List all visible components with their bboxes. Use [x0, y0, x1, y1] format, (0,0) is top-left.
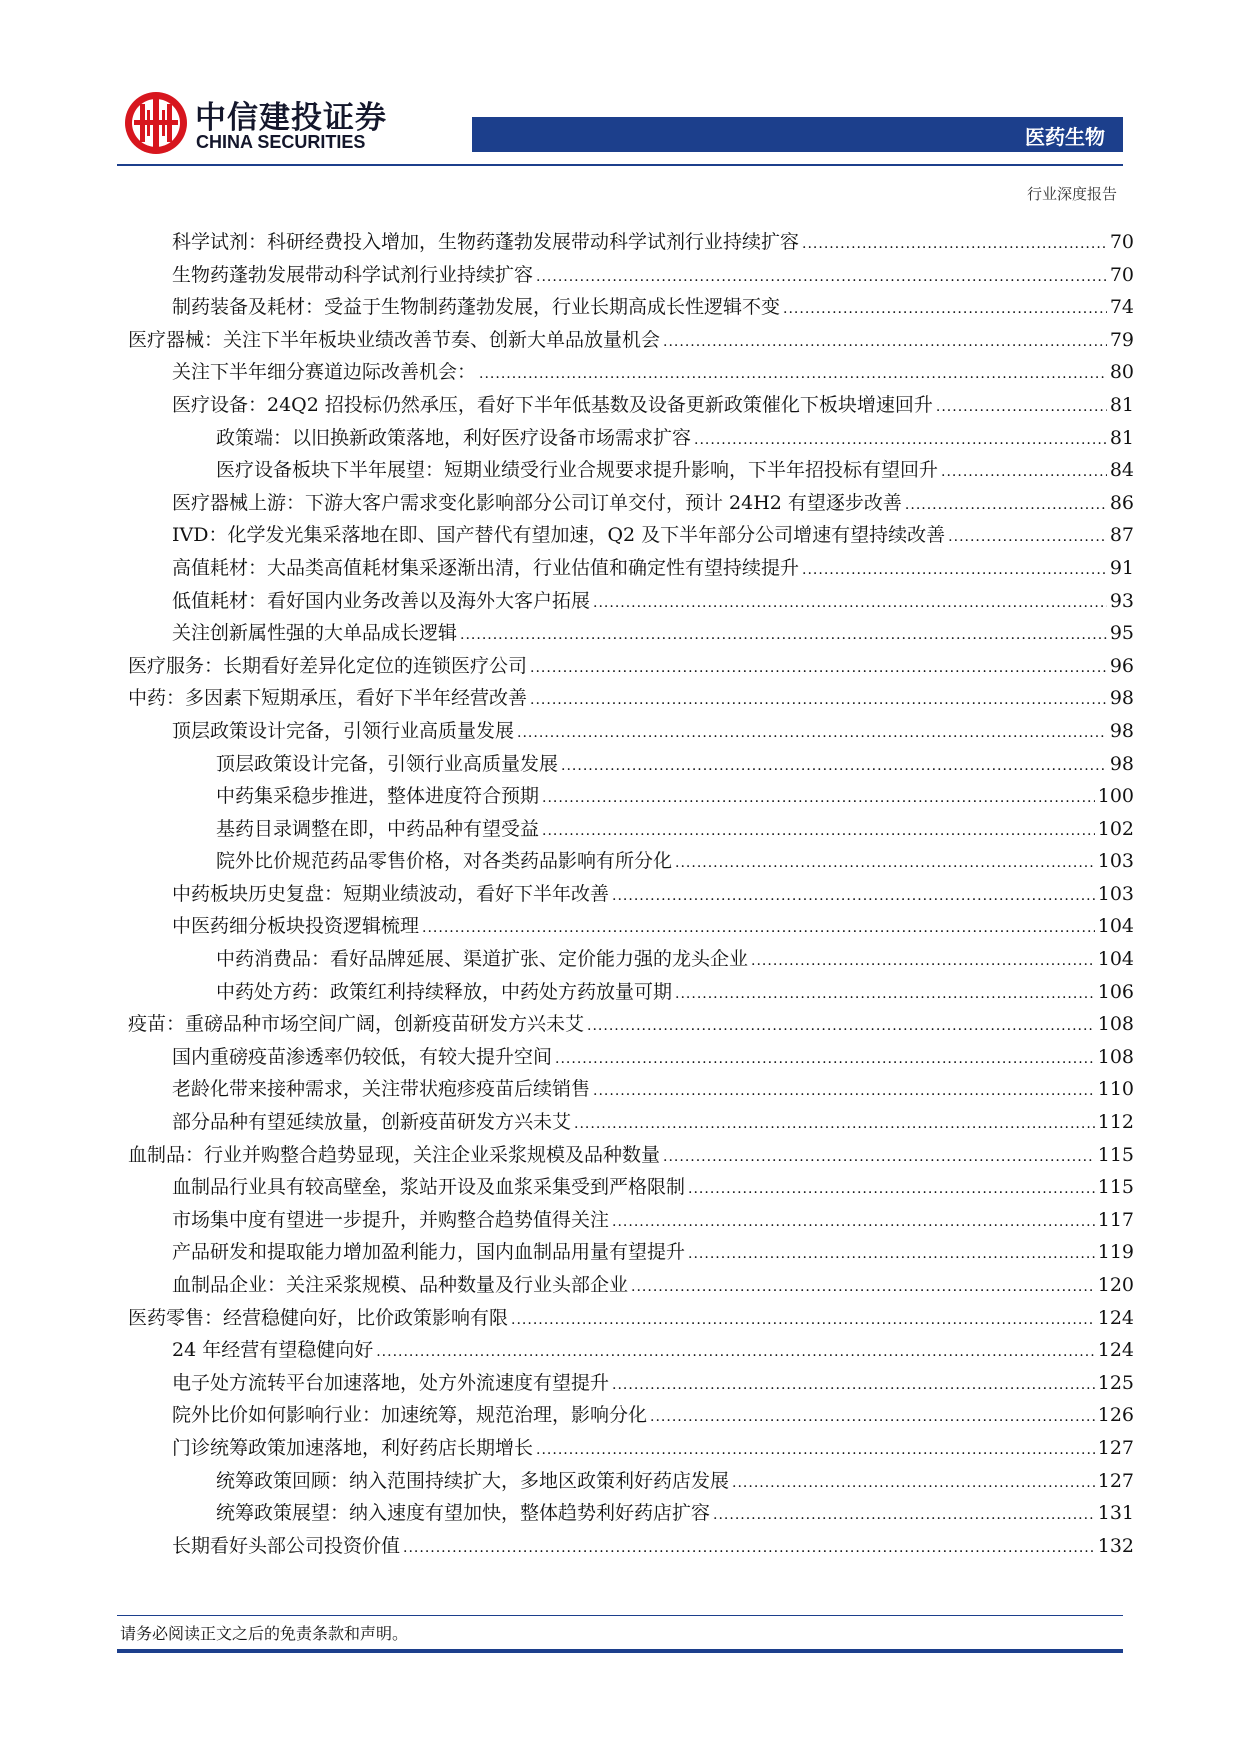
toc-entry-title: 医疗服务：长期看好差异化定位的连锁医疗公司 [128, 654, 528, 677]
toc-entry-title: 顶层政策设计完备，引领行业高质量发展 [172, 719, 515, 742]
toc-entry-page: 93 [1109, 589, 1134, 612]
toc-dot-leader [732, 1467, 1095, 1500]
logo-chinese-name: 中信建投证券 [195, 100, 387, 136]
toc-entry-page: 103 [1097, 850, 1134, 873]
toc-entry[interactable] [128, 682, 1134, 715]
toc-dot-leader [530, 684, 1107, 717]
toc-entry-page: 117 [1097, 1208, 1134, 1231]
toc-entry-page: 95 [1109, 622, 1134, 645]
toc-entry-title: 产品研发和提取能力增加盈利能力，国内血制品用量有望提升 [172, 1241, 686, 1264]
toc-entry-title: 中药集采稳步推进，整体进度符合预期 [216, 785, 540, 808]
logo-english-name: CHINA SECURITIES [196, 132, 366, 152]
toc-entry-page: 108 [1097, 1045, 1134, 1068]
toc-entry-page: 127 [1097, 1469, 1134, 1492]
toc-entry[interactable] [128, 650, 1134, 683]
toc-entry-title: 中药处方药：政策红利持续释放，中药处方药放量可期 [216, 980, 673, 1003]
toc-entry-title: 医药零售：经营稳健向好，比价政策影响有限 [128, 1306, 509, 1329]
toc-entry[interactable] [128, 519, 1134, 552]
footer-divider-thin [117, 1615, 1123, 1616]
toc-entry[interactable] [128, 1139, 1134, 1172]
toc-dot-leader [422, 912, 1095, 945]
toc-dot-leader [517, 717, 1107, 750]
toc-dot-leader [694, 424, 1107, 457]
toc-dot-leader [612, 1369, 1095, 1402]
toc-entry-page: 115 [1097, 1143, 1134, 1166]
toc-entry[interactable] [128, 813, 1134, 846]
toc-dot-leader [675, 847, 1095, 880]
toc-entry[interactable] [128, 845, 1134, 878]
toc-entry-page: 91 [1109, 556, 1134, 579]
toc-entry[interactable] [128, 617, 1134, 650]
report-type-label: 行业深度报告 [1026, 185, 1117, 203]
toc-entry-page: 70 [1109, 263, 1134, 286]
toc-dot-leader [751, 945, 1095, 978]
toc-dot-leader [593, 587, 1107, 620]
toc-entry[interactable] [128, 910, 1134, 943]
toc-entry-page: 87 [1109, 524, 1134, 547]
toc-entry-title: 低值耗材：看好国内业务改善以及海外大客户拓展 [172, 589, 591, 612]
toc-dot-leader [631, 1271, 1095, 1304]
toc-entry[interactable] [128, 878, 1134, 911]
toc-dot-leader [688, 1238, 1095, 1271]
toc-entry[interactable] [128, 585, 1134, 618]
toc-entry-title: 院外比价如何影响行业：加速统筹，规范治理，影响分化 [172, 1404, 648, 1427]
toc-entry[interactable] [128, 552, 1134, 585]
toc-entry-title: 血制品：行业并购整合趋势显现，关注企业采浆规模及品种数量 [128, 1143, 661, 1166]
toc-dot-leader [542, 782, 1095, 815]
toc-dot-leader [650, 1401, 1095, 1434]
toc-entry[interactable] [128, 291, 1134, 324]
table-of-contents [128, 226, 1134, 1562]
toc-entry-page: 126 [1097, 1404, 1134, 1427]
toc-entry-title: 医疗器械上游：下游大客户需求变化影响部分公司订单交付，预计 24H2 有望逐步改善 [172, 491, 902, 514]
toc-entry-title: 医疗设备板块下半年展望：短期业绩受行业合规要求提升影响，下半年招投标有望回升 [216, 459, 939, 482]
toc-entry-page: 103 [1097, 882, 1134, 905]
toc-entry[interactable] [128, 487, 1134, 520]
toc-entry[interactable] [128, 1204, 1134, 1237]
toc-dot-leader [574, 1108, 1095, 1141]
toc-entry-title: 国内重磅疫苗渗透率仍较低，有较大提升空间 [172, 1045, 553, 1068]
toc-entry-page: 86 [1109, 491, 1134, 514]
toc-entry-title: 统筹政策展望：纳入速度有望加快，整体趋势利好药店扩容 [216, 1502, 711, 1525]
toc-entry[interactable] [128, 1497, 1134, 1530]
toc-entry-page: 119 [1097, 1241, 1134, 1264]
toc-entry-page: 108 [1097, 1013, 1134, 1036]
toc-entry[interactable] [128, 259, 1134, 292]
toc-dot-leader [783, 293, 1107, 326]
toc-dot-leader [479, 358, 1107, 391]
toc-dot-leader [941, 456, 1107, 489]
toc-entry-title: 老龄化带来接种需求，关注带状疱疹疫苗后续销售 [172, 1078, 591, 1101]
toc-dot-leader [587, 1010, 1095, 1043]
toc-entry-page: 125 [1097, 1371, 1134, 1394]
toc-dot-leader [561, 750, 1107, 783]
footer-disclaimer: 请务必阅读正文之后的免责条款和声明。 [120, 1624, 409, 1643]
toc-entry-title: 血制品行业具有较高壁垒，浆站开设及血浆采集受到严格限制 [172, 1176, 686, 1199]
toc-entry[interactable] [128, 1008, 1134, 1041]
toc-dot-leader [663, 1141, 1095, 1174]
toc-entry-title: IVD：化学发光集采落地在即、国产替代有望加速，Q2 及下半年部分公司增速有望持续改善 [172, 524, 946, 547]
toc-entry-page: 120 [1097, 1274, 1134, 1296]
toc-entry-title: 血制品企业：关注采浆规模、品种数量及行业头部企业 [172, 1274, 629, 1296]
toc-entry[interactable] [128, 1530, 1134, 1563]
toc-entry-title: 生物药蓬勃发展带动科学试剂行业持续扩容 [172, 263, 534, 286]
toc-entry-page: 96 [1109, 654, 1134, 677]
toc-dot-leader [663, 326, 1107, 359]
toc-entry-title: 门诊统筹政策加速落地，利好药店长期增长 [172, 1436, 534, 1459]
toc-entry[interactable] [128, 1171, 1134, 1204]
toc-dot-leader [612, 1206, 1095, 1239]
toc-dot-leader [905, 489, 1107, 522]
toc-entry-page: 112 [1097, 1111, 1134, 1134]
toc-entry-page: 80 [1109, 361, 1134, 384]
toc-entry[interactable] [128, 1269, 1134, 1302]
toc-entry-title: 部分品种有望延续放量，创新疫苗研发方兴未艾 [172, 1111, 572, 1134]
toc-entry[interactable] [128, 780, 1134, 813]
toc-entry-page: 104 [1097, 915, 1134, 938]
toc-entry-title: 中药板块历史复盘：短期业绩波动，看好下半年改善 [172, 882, 610, 905]
toc-entry-title: 医疗设备：24Q2 招投标仍然承压，看好下半年低基数及设备更新政策催化下板块增速回升 [172, 393, 933, 416]
toc-dot-leader [555, 1043, 1095, 1076]
toc-dot-leader [713, 1499, 1095, 1532]
toc-entry-title: 市场集中度有望进一步提升，并购整合趋势值得关注 [172, 1208, 610, 1231]
toc-entry-page: 98 [1109, 752, 1134, 775]
toc-entry-page: 102 [1097, 817, 1134, 840]
toc-entry-title: 基药目录调整在即，中药品种有望受益 [216, 817, 540, 840]
toc-entry-title: 中医药细分板块投资逻辑梳理 [172, 915, 420, 938]
toc-entry[interactable] [128, 1041, 1134, 1074]
toc-entry-page: 98 [1109, 687, 1134, 710]
toc-entry-title: 政策端：以旧换新政策落地，利好医疗设备市场需求扩容 [216, 426, 692, 449]
toc-entry-page: 98 [1109, 719, 1134, 742]
toc-entry[interactable] [128, 715, 1134, 748]
toc-entry[interactable] [128, 422, 1134, 455]
toc-entry-page: 81 [1109, 426, 1134, 449]
toc-entry-title: 长期看好头部公司投资价值 [172, 1534, 401, 1557]
toc-dot-leader [688, 1173, 1095, 1206]
toc-entry-page: 131 [1097, 1502, 1134, 1525]
toc-entry[interactable] [128, 1073, 1134, 1106]
toc-entry-title: 医疗器械：关注下半年板块业绩改善节奏、创新大单品放量机会 [128, 328, 661, 351]
toc-entry[interactable] [128, 1106, 1134, 1139]
toc-entry-page: 79 [1109, 328, 1134, 351]
toc-dot-leader [948, 521, 1107, 554]
sector-label: 医药生物 [1025, 125, 1105, 149]
toc-entry-page: 115 [1097, 1176, 1134, 1199]
toc-entry[interactable] [128, 1432, 1134, 1465]
toc-dot-leader [376, 1336, 1095, 1369]
toc-dot-leader [403, 1532, 1095, 1565]
header-divider [117, 164, 1123, 166]
toc-entry[interactable] [128, 976, 1134, 1009]
toc-entry-title: 疫苗：重磅品种市场空间广阔，创新疫苗研发方兴未艾 [128, 1013, 585, 1036]
toc-dot-leader [612, 880, 1095, 913]
toc-entry-page: 110 [1097, 1078, 1134, 1101]
toc-entry[interactable] [128, 356, 1134, 389]
toc-entry-title: 24 年经营有望稳健向好 [172, 1339, 374, 1362]
toc-dot-leader [511, 1304, 1095, 1337]
toc-entry[interactable] [128, 1302, 1134, 1335]
toc-entry-page: 100 [1097, 785, 1134, 808]
toc-entry-title: 院外比价规范药品零售价格，对各类药品影响有所分化 [216, 850, 673, 873]
toc-entry-title: 高值耗材：大品类高值耗材集采逐渐出清，行业估值和确定性有望持续提升 [172, 556, 800, 579]
toc-entry-page: 124 [1097, 1306, 1134, 1329]
header-sector-bar [472, 117, 1123, 152]
toc-entry-page: 81 [1109, 393, 1134, 416]
toc-entry[interactable] [128, 454, 1134, 487]
toc-dot-leader [802, 554, 1107, 587]
toc-entry-title: 顶层政策设计完备，引领行业高质量发展 [216, 752, 559, 775]
toc-entry[interactable] [128, 389, 1134, 422]
china-securities-emblem-icon [123, 90, 189, 156]
toc-entry-title: 科学试剂：科研经费投入增加，生物药蓬勃发展带动科学试剂行业持续扩容 [172, 231, 800, 253]
toc-entry-page: 127 [1097, 1436, 1134, 1459]
toc-entry-page: 124 [1097, 1339, 1134, 1362]
toc-entry[interactable] [128, 324, 1134, 357]
toc-entry-title: 制药装备及耗材：受益于生物制药蓬勃发展，行业长期高成长性逻辑不变 [172, 296, 781, 319]
toc-dot-leader [936, 391, 1107, 424]
toc-dot-leader [675, 978, 1095, 1011]
toc-entry[interactable] [128, 1236, 1134, 1269]
toc-entry[interactable] [128, 748, 1134, 781]
toc-dot-leader [460, 619, 1107, 652]
toc-entry-page: 70 [1109, 231, 1134, 253]
toc-entry-title: 中药：多因素下短期承压，看好下半年经营改善 [128, 687, 528, 710]
toc-entry[interactable] [128, 1465, 1134, 1498]
toc-dot-leader [530, 652, 1107, 685]
toc-entry-title: 统筹政策回顾：纳入范围持续扩大，多地区政策利好药店发展 [216, 1469, 730, 1492]
toc-entry-title: 电子处方流转平台加速落地，处方外流速度有望提升 [172, 1371, 610, 1394]
toc-dot-leader [542, 815, 1095, 848]
toc-entry-page: 84 [1109, 459, 1134, 482]
toc-entry[interactable] [128, 226, 1134, 259]
footer-divider-thick [117, 1649, 1123, 1653]
toc-entry-page: 74 [1109, 296, 1134, 319]
toc-entry-page: 106 [1097, 980, 1134, 1003]
toc-entry-page: 132 [1097, 1534, 1134, 1557]
toc-entry[interactable] [128, 1334, 1134, 1367]
toc-entry[interactable] [128, 1367, 1134, 1400]
toc-dot-leader [802, 228, 1107, 261]
toc-entry-title: 关注创新属性强的大单品成长逻辑 [172, 622, 458, 645]
toc-dot-leader [536, 1434, 1095, 1467]
toc-entry[interactable] [128, 943, 1134, 976]
toc-dot-leader [536, 261, 1107, 294]
toc-entry-title: 中药消费品：看好品牌延展、渠道扩张、定价能力强的龙头企业 [216, 948, 749, 971]
logo [123, 90, 393, 162]
toc-entry-page: 104 [1097, 948, 1134, 971]
toc-entry[interactable] [128, 1399, 1134, 1432]
toc-entry-title: 关注下半年细分赛道边际改善机会： [172, 361, 477, 384]
toc-dot-leader [593, 1075, 1095, 1108]
